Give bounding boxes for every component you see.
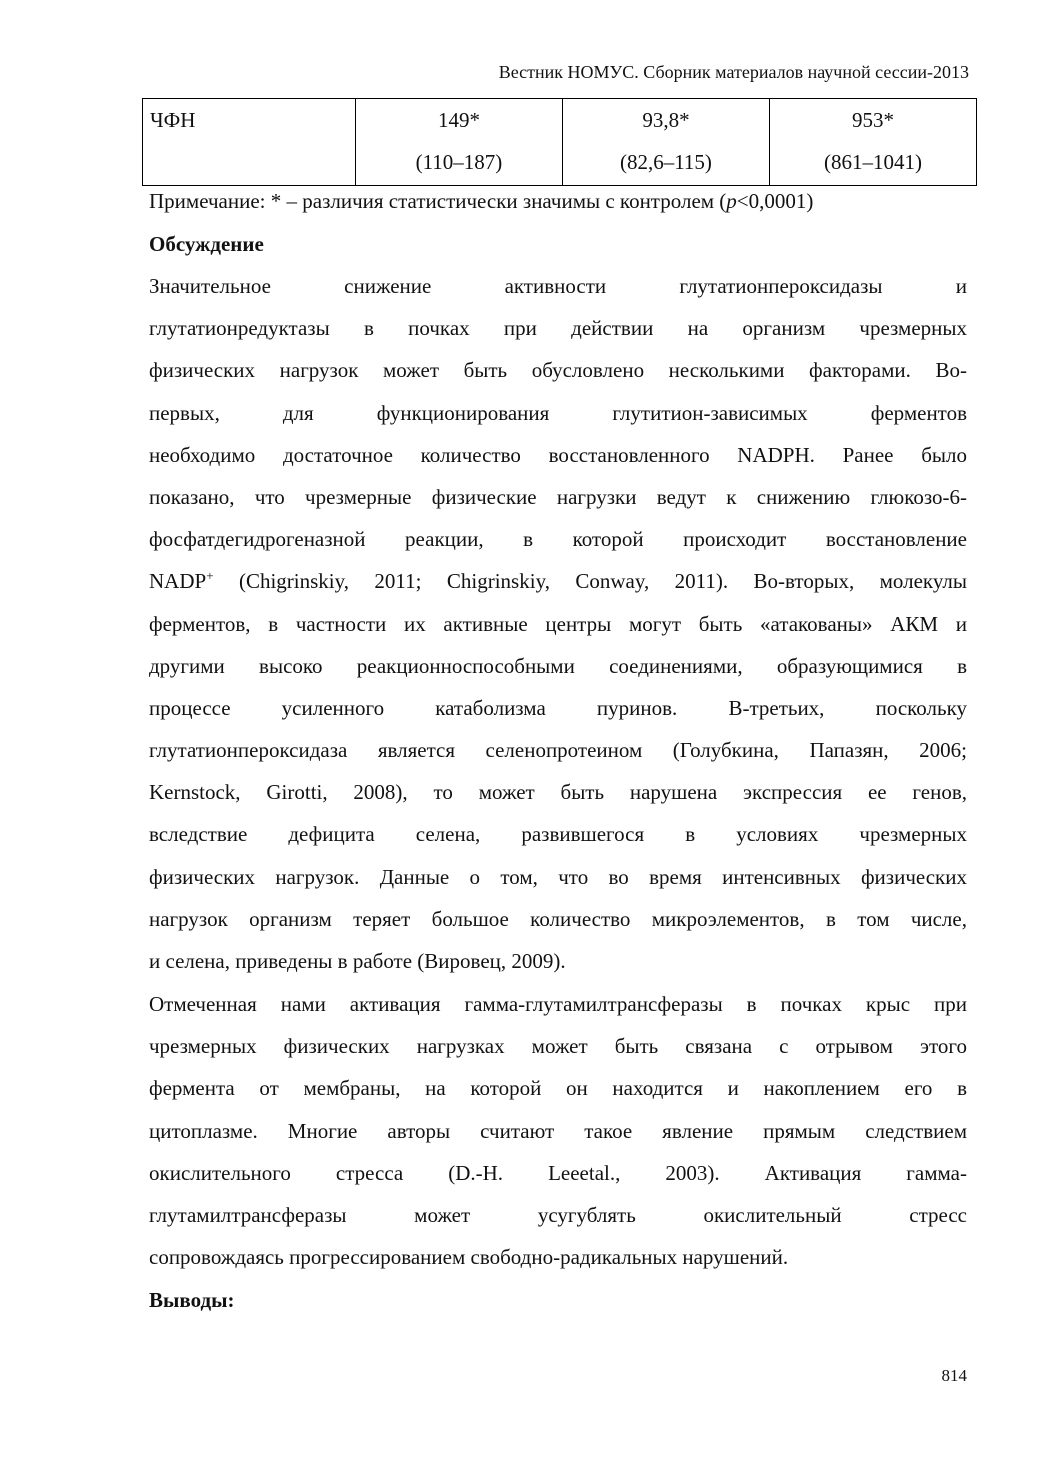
text-line: Kernstock, Girotti, 2008), то может быть нарушена экспрессия ее генов,: [149, 780, 967, 805]
text-line: Значительное снижение активности глутатионпероксидазы и: [149, 274, 967, 298]
note-prefix: Примечание: * – различия статистически значимы с контролем (: [149, 189, 727, 213]
text-line: [149, 560, 967, 602]
text-line: цитоплазме. Многие авторы считают такое явление прямым следствием: [149, 1118, 967, 1143]
cell-range: (861–1041): [823, 150, 922, 174]
cell-value: 953*: [851, 108, 894, 132]
text-line: глутатионредуктазы в почках при действии на организм чрезмерных: [149, 316, 967, 341]
note-suffix: <0,0001): [736, 189, 814, 213]
text-line: фосфатдегидрогеназной реакции, в которой происходит восстановление: [149, 527, 967, 552]
page-number: 814: [941, 1366, 967, 1385]
nadp-superscript: +: [206, 568, 214, 584]
value-cell: [769, 99, 976, 186]
text-line: окислительного стресса (D.-H. Leeetal., 2003). Активация гамма-: [149, 1160, 967, 1185]
discussion-paragraph-1: [149, 265, 967, 982]
cell-range: (82,6–115): [619, 150, 712, 174]
table-row: [143, 99, 977, 186]
nadp-text: NADP: [149, 569, 207, 594]
text-line: нагрузок организм теряет большое количество микроэлементов, в том числе,: [149, 906, 967, 931]
results-table-fragment: [142, 98, 977, 186]
text-line: Отмеченная нами активация гамма-глутамилтрансферазы в почках крыс при: [149, 992, 967, 1016]
text-line: физических нагрузок. Данные о том, что во время интенсивных физических: [149, 864, 967, 889]
note-p-symbol: p: [726, 189, 737, 213]
text-line: процессе усиленного катаболизма пуринов. В-третьих, поскольку: [149, 695, 967, 720]
running-header: Вестник НОМУС. Сборник материалов научной сессии-2013: [498, 62, 969, 82]
text-line: глутатионпероксидаза является селенопротеином (Голубкина, Папазян, 2006;: [149, 738, 967, 763]
discussion-heading: Обсуждение: [149, 232, 264, 256]
text-line: показано, что чрезмерные физические нагрузки ведут к снижению глюкозо-6-: [149, 484, 967, 509]
cell-value: 149*: [437, 108, 480, 132]
text-line: чрезмерных физических нагрузках может быть связана с отрывом этого: [149, 1034, 967, 1059]
text-line: ферментов, в частности их активные центры могут быть «атакованы» АКМ и: [149, 611, 967, 636]
cell-value: 93,8*: [642, 108, 690, 132]
discussion-paragraph-2: [149, 983, 967, 1278]
nadp-line-rest: (Chigrinskiy, 2011; Chigrinskiy, Conway, 2011). Во-вторых, молекулы: [213, 569, 967, 594]
row-label-cell: [143, 99, 356, 186]
cell-range: (110–187): [415, 150, 503, 174]
value-cell: [355, 99, 562, 186]
conclusions-heading: Выводы:: [149, 1288, 235, 1312]
text-line: необходимо достаточное количество восстановленного NADPH. Ранее было: [149, 442, 967, 467]
text-line: сопровождаясь прогрессированием свободно-радикальных нарушений.: [149, 1245, 789, 1270]
text-line: и селена, приведены в работе (Вировец, 2009).: [149, 949, 566, 973]
text-line: вследствие дефицита селена, развившегося в условиях чрезмерных: [149, 822, 967, 847]
text-line: глутамилтрансферазы может усугублять окислительный стресс: [149, 1202, 967, 1227]
text-line: физических нагрузок может быть обусловлено несколькими факторами. Во-: [149, 358, 967, 383]
row-label: ЧФН: [150, 108, 196, 132]
table-note: [149, 185, 813, 217]
value-cell: [562, 99, 769, 186]
text-line: фермента от мембраны, на которой он находится и накоплением его в: [149, 1076, 967, 1101]
text-line: другими высоко реакционноспособными соединениями, образующимися в: [149, 653, 967, 678]
text-line: первых, для функционирования глутитион-зависимых ферментов: [149, 400, 967, 425]
